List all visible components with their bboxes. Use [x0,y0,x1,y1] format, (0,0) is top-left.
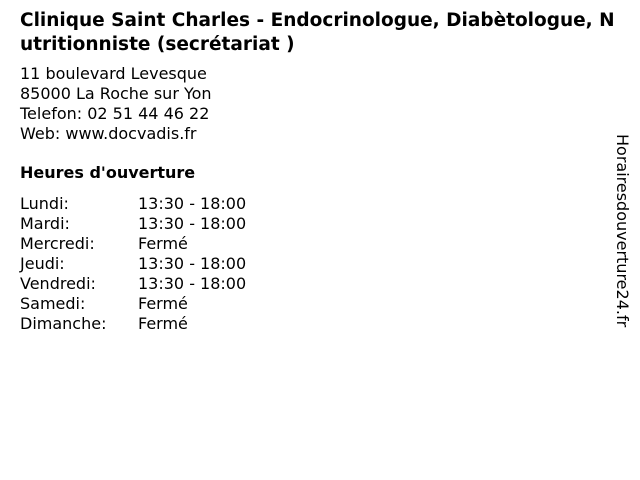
hours-row-vendredi [20,274,246,294]
hours-row-dimanche [20,314,246,334]
address-street: 11 boulevard Levesque [20,64,207,83]
day-label: Jeudi: [20,254,65,273]
hours-row-jeudi [20,254,246,274]
hours-heading: Heures d'ouverture [20,163,196,182]
hours-row-samedi [20,294,246,314]
website: Web: www.docvadis.fr [20,124,197,143]
day-hours: 13:30 - 18:00 [138,274,247,293]
day-hours: 13:30 - 18:00 [138,214,247,233]
day-hours: Fermé [138,314,188,333]
day-hours: 13:30 - 18:00 [138,194,247,213]
phone-number: Telefon: 02 51 44 46 22 [20,104,210,123]
address-block [20,64,212,144]
day-label: Vendredi: [20,274,96,293]
day-label: Mardi: [20,214,70,233]
day-label: Dimanche: [20,314,107,333]
hours-row-mardi [20,214,246,234]
clinic-name: Clinique Saint Charles - Endocrinologue, Diabètologue, Nutritionniste (secrétariat ) [20,10,615,55]
day-hours: Fermé [138,294,188,313]
day-label: Lundi: [20,194,69,213]
day-hours: 13:30 - 18:00 [138,254,247,273]
hours-table [20,194,246,334]
site-watermark: Horairesdouverture24.fr [613,134,632,328]
day-label: Samedi: [20,294,86,313]
hours-row-lundi [20,194,246,214]
day-label: Mercredi: [20,234,95,253]
day-hours: Fermé [138,234,188,253]
address-city: 85000 La Roche sur Yon [20,84,212,103]
hours-row-mercredi [20,234,246,254]
